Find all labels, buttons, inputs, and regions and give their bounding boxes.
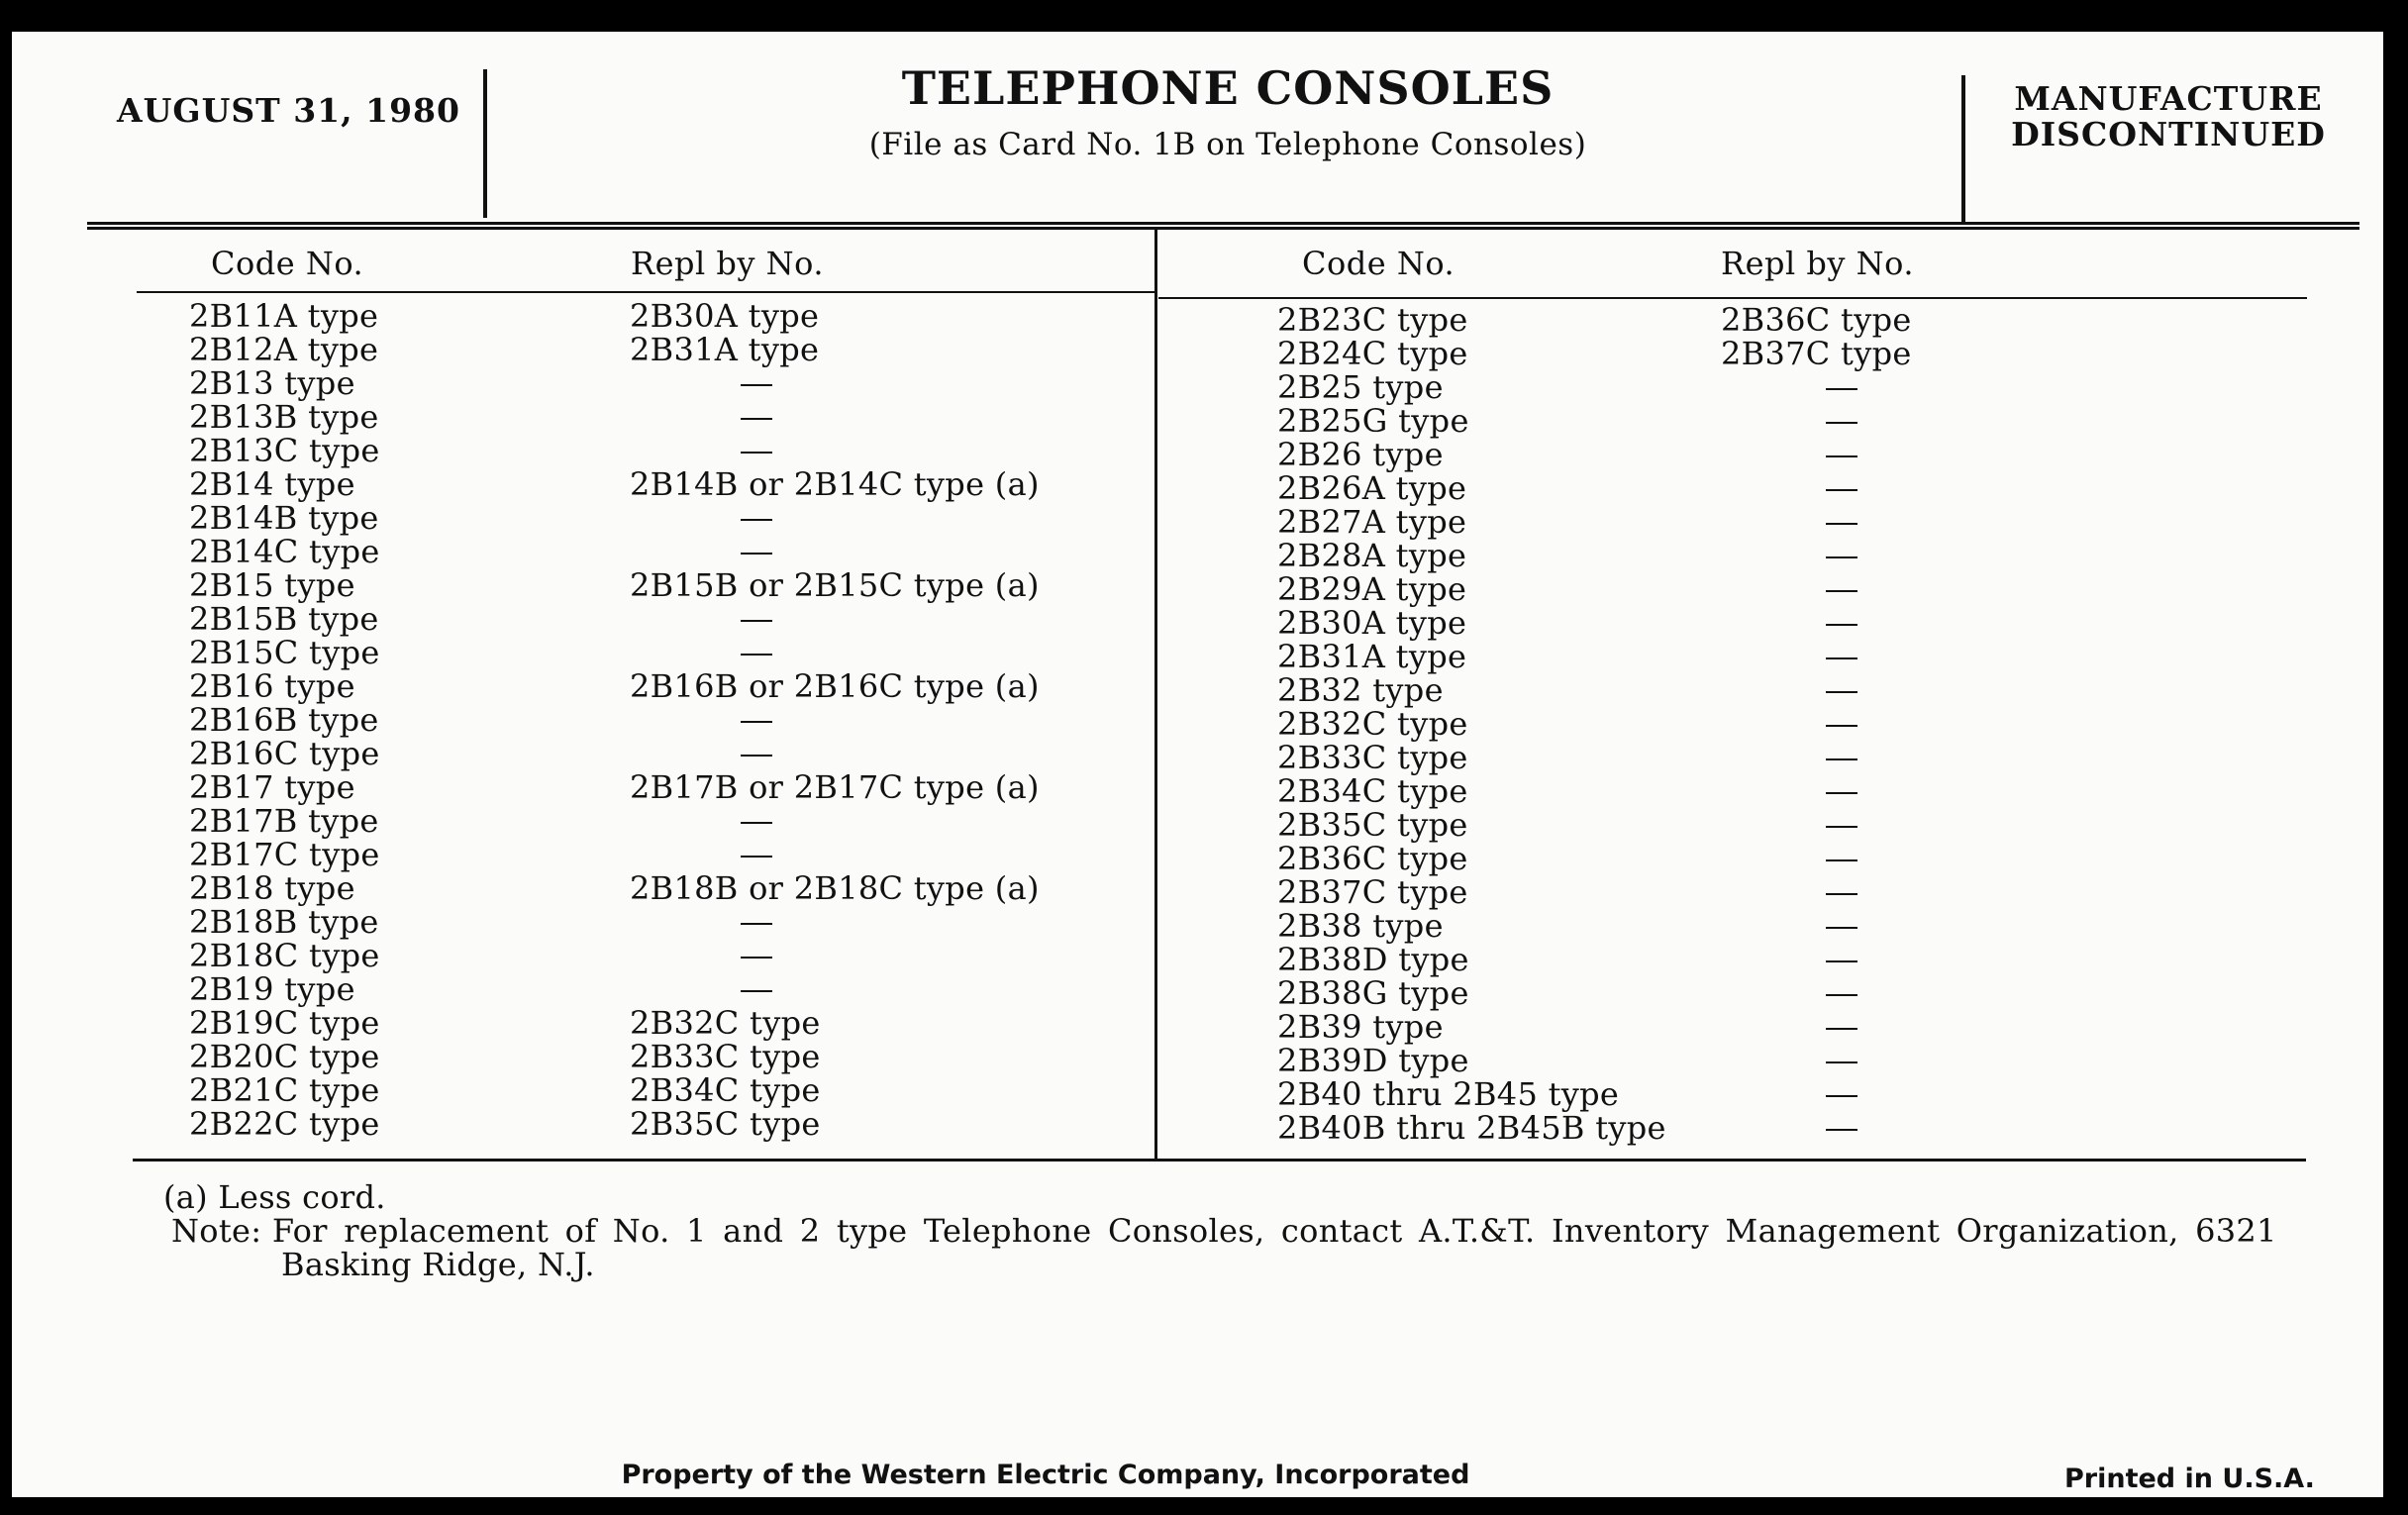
left-table-body [189, 299, 1140, 1141]
replacement-cell: 2B18B or 2B18C type (a) [630, 869, 1040, 907]
no-replacement-dash [741, 923, 772, 925]
table-row [1277, 471, 2347, 505]
table-row [189, 535, 1140, 568]
issue-date: AUGUST 31, 1980 [117, 91, 460, 130]
code-cell: 2B11A type [189, 297, 379, 335]
table-row [1277, 370, 2347, 404]
no-replacement-dash [741, 654, 772, 656]
table-row [1277, 539, 2347, 572]
no-replacement-dash [1826, 960, 1857, 962]
no-replacement-dash [741, 755, 772, 757]
table-row [189, 703, 1140, 737]
no-replacement-dash [741, 418, 772, 420]
no-replacement-dash [1826, 826, 1857, 828]
no-replacement-dash [1826, 455, 1857, 457]
table-row [189, 366, 1140, 400]
code-cell: 2B16C type [189, 735, 380, 772]
table-row [1277, 572, 2347, 606]
code-cell: 2B38 type [1277, 907, 1444, 945]
table-row [189, 939, 1140, 972]
table-row [189, 1040, 1140, 1073]
code-cell: 2B40B thru 2B45B type [1277, 1109, 1666, 1147]
code-cell: 2B13 type [189, 364, 355, 402]
code-cell: 2B14 type [189, 465, 355, 503]
code-cell: 2B32C type [1277, 705, 1468, 743]
replacement-cell: 2B34C type [630, 1071, 821, 1109]
table-row [1277, 976, 2347, 1010]
no-replacement-dash [1826, 792, 1857, 794]
table-row [1277, 943, 2347, 976]
table-row [1277, 875, 2347, 909]
header-divider-right [1961, 75, 1965, 224]
table-row [189, 636, 1140, 669]
right-table-body [1277, 303, 2347, 1145]
code-cell: 2B13C type [189, 432, 380, 469]
replacement-cell: 2B31A type [630, 331, 820, 368]
code-cell: 2B39 type [1277, 1008, 1444, 1046]
no-replacement-dash [1826, 657, 1857, 659]
header-rule [87, 222, 2359, 225]
replacement-cell: 2B17B or 2B17C type (a) [630, 768, 1040, 806]
code-cell: 2B14C type [189, 533, 380, 570]
no-replacement-dash [1826, 1095, 1857, 1097]
no-replacement-dash [1826, 489, 1857, 491]
code-cell: 2B22C type [189, 1105, 380, 1143]
table-row [1277, 808, 2347, 842]
no-replacement-dash [741, 856, 772, 858]
table-row [189, 838, 1140, 871]
no-replacement-dash [1826, 1028, 1857, 1030]
table-row [1277, 1111, 2347, 1145]
code-cell: 2B31A type [1277, 638, 1467, 675]
table-row [189, 467, 1140, 501]
table-row [189, 1073, 1140, 1107]
table-row [189, 871, 1140, 905]
note [171, 1214, 2277, 1248]
property-notice: Property of the Western Electric Company, Incorporated [621, 1460, 1470, 1490]
code-cell: 2B14B type [189, 499, 379, 537]
table-row [189, 434, 1140, 467]
code-cell: 2B17C type [189, 836, 380, 873]
no-replacement-dash [1826, 758, 1857, 760]
replacement-cell: 2B32C type [630, 1004, 821, 1042]
no-replacement-dash [1826, 422, 1857, 424]
left-code-header: Code No. [211, 245, 364, 282]
no-replacement-dash [1826, 1061, 1857, 1063]
code-cell: 2B27A type [1277, 503, 1467, 541]
code-cell: 2B23C type [1277, 301, 1468, 339]
code-cell: 2B32 type [1277, 671, 1444, 709]
header-divider-left [483, 69, 487, 218]
table-row [1277, 1010, 2347, 1044]
table-row [1277, 707, 2347, 741]
table-row [1277, 640, 2347, 673]
table-row [189, 905, 1140, 939]
status-line-2: DISCONTINUED [2011, 115, 2326, 153]
table-row [189, 333, 1140, 366]
replacement-cell: 2B15B or 2B15C type (a) [630, 566, 1040, 604]
right-code-header: Code No. [1302, 245, 1455, 282]
code-cell: 2B30A type [1277, 604, 1467, 642]
status-line-1: MANUFACTURE [2014, 79, 2323, 118]
no-replacement-dash [741, 384, 772, 386]
code-cell: 2B28A type [1277, 537, 1467, 574]
code-cell: 2B34C type [1277, 772, 1468, 810]
note-line-2: Basking Ridge, N.J. [281, 1246, 595, 1283]
table-row [189, 804, 1140, 838]
code-cell: 2B17B type [189, 802, 379, 840]
table-row [1277, 741, 2347, 774]
note-label: Note: [171, 1212, 262, 1250]
code-cell: 2B21C type [189, 1071, 380, 1109]
code-cell: 2B38D type [1277, 941, 1469, 978]
right-repl-header: Repl by No. [1721, 245, 1915, 282]
table-row [1277, 673, 2347, 707]
replacement-cell: 2B36C type [1721, 301, 1912, 339]
table-row [1277, 909, 2347, 943]
table-row [189, 1107, 1140, 1141]
no-replacement-dash [741, 620, 772, 622]
footnotes [158, 1180, 2277, 1281]
table-row [1277, 1044, 2347, 1077]
replacement-cell: 2B37C type [1721, 335, 1912, 372]
note-line-1: For replacement of No. 1 and 2 type Telephone Consoles, contact A.T.&T. Inventory Management Organization, 6321 [271, 1212, 2277, 1250]
code-cell: 2B25G type [1277, 402, 1469, 440]
printed-notice: Printed in U.S.A. [2064, 1464, 2315, 1494]
no-replacement-dash [1826, 893, 1857, 895]
code-cell: 2B25 type [1277, 368, 1444, 406]
table-row [189, 568, 1140, 602]
table-row [189, 299, 1140, 333]
no-replacement-dash [741, 519, 772, 521]
table-row [189, 669, 1140, 703]
no-replacement-dash [1826, 859, 1857, 861]
no-replacement-dash [741, 957, 772, 959]
table-row [189, 602, 1140, 636]
code-cell: 2B13B type [189, 398, 379, 436]
code-cell: 2B18B type [189, 903, 379, 941]
table-row [1277, 842, 2347, 875]
table-row [189, 400, 1140, 434]
code-cell: 2B29A type [1277, 570, 1467, 608]
table-center-divider [1154, 228, 1157, 1159]
table-row [189, 972, 1140, 1006]
replacement-cell: 2B14B or 2B14C type (a) [630, 465, 1040, 503]
footnote-a: (a) Less cord. [163, 1178, 386, 1216]
code-cell: 2B37C type [1277, 873, 1468, 911]
code-cell: 2B16 type [189, 667, 355, 705]
code-cell: 2B18C type [189, 937, 380, 974]
table-row [1277, 438, 2347, 471]
code-cell: 2B33C type [1277, 739, 1468, 776]
code-cell: 2B12A type [189, 331, 379, 368]
page-title: TELEPHONE CONSOLES [901, 61, 1555, 115]
code-cell: 2B36C type [1277, 840, 1468, 877]
no-replacement-dash [1826, 624, 1857, 626]
no-replacement-dash [1826, 556, 1857, 558]
table-row [1277, 505, 2347, 539]
code-cell: 2B39D type [1277, 1042, 1469, 1079]
no-replacement-dash [741, 721, 772, 723]
replacement-cell: 2B16B or 2B16C type (a) [630, 667, 1040, 705]
no-replacement-dash [741, 822, 772, 824]
code-cell: 2B38G type [1277, 974, 1469, 1012]
code-cell: 2B35C type [1277, 806, 1468, 844]
no-replacement-dash [741, 990, 772, 992]
code-cell: 2B20C type [189, 1038, 380, 1075]
table-row [189, 1006, 1140, 1040]
code-cell: 2B17 type [189, 768, 355, 806]
table-bottom-rule [133, 1159, 2306, 1162]
no-replacement-dash [1826, 725, 1857, 727]
right-header-rule [1158, 297, 2307, 299]
left-header-rule [137, 291, 1156, 293]
replacement-cell: 2B35C type [630, 1105, 821, 1143]
code-cell: 2B15C type [189, 634, 380, 671]
code-cell: 2B19 type [189, 970, 355, 1008]
no-replacement-dash [1826, 691, 1857, 693]
code-cell: 2B19C type [189, 1004, 380, 1042]
no-replacement-dash [1826, 590, 1857, 592]
code-cell: 2B26 type [1277, 436, 1444, 473]
code-cell: 2B16B type [189, 701, 379, 739]
left-repl-header: Repl by No. [631, 245, 825, 282]
no-replacement-dash [1826, 388, 1857, 390]
code-cell: 2B18 type [189, 869, 355, 907]
table-row [189, 501, 1140, 535]
code-cell: 2B15 type [189, 566, 355, 604]
table-row [1277, 774, 2347, 808]
table-row [1277, 337, 2347, 370]
replacement-cell: 2B33C type [630, 1038, 821, 1075]
page-subtitle: (File as Card No. 1B on Telephone Consoles) [868, 127, 1587, 162]
no-replacement-dash [741, 452, 772, 454]
no-replacement-dash [1826, 927, 1857, 929]
table-row [1277, 1077, 2347, 1111]
table-top-rule [87, 227, 2359, 230]
table-row [1277, 404, 2347, 438]
table-row [189, 737, 1140, 770]
table-row [1277, 303, 2347, 337]
replacement-cell: 2B30A type [630, 297, 820, 335]
no-replacement-dash [1826, 994, 1857, 996]
table-row [189, 770, 1140, 804]
table-row [1277, 606, 2347, 640]
code-cell: 2B26A type [1277, 469, 1467, 507]
no-replacement-dash [1826, 1129, 1857, 1131]
no-replacement-dash [741, 553, 772, 555]
no-replacement-dash [1826, 523, 1857, 525]
code-cell: 2B15B type [189, 600, 379, 638]
status-label [1975, 81, 2361, 152]
code-cell: 2B40 thru 2B45 type [1277, 1075, 1620, 1113]
code-cell: 2B24C type [1277, 335, 1468, 372]
